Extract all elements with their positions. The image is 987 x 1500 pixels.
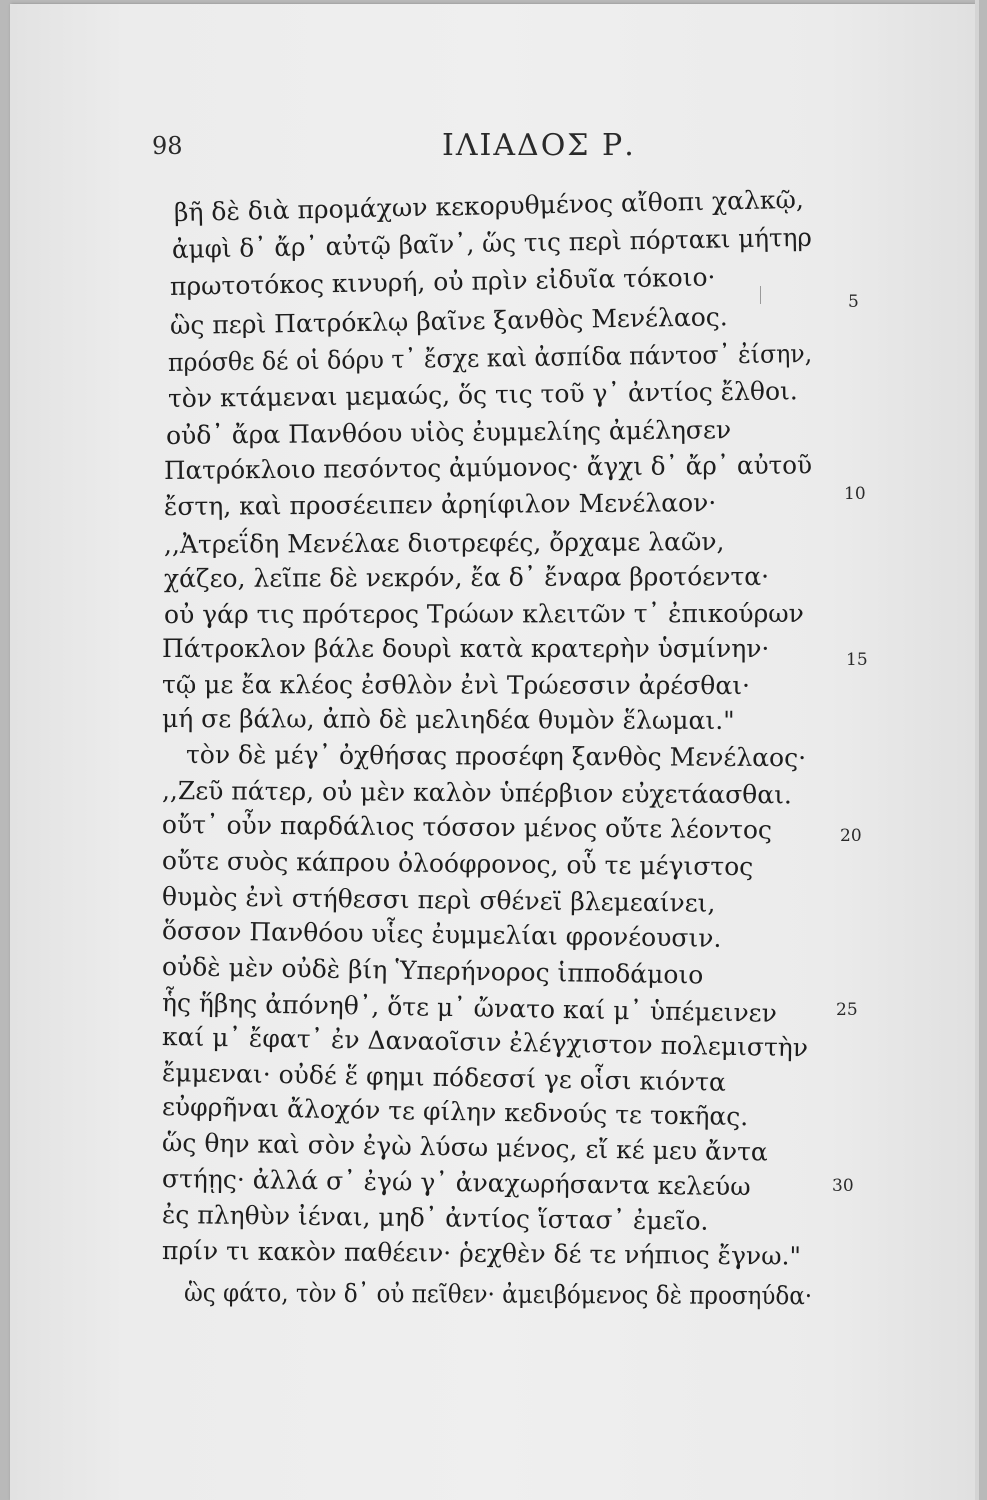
verse-line: εὐφρῆναι ἄλοχόν τε φίλην κεδνούς τε τοκῆας.: [161, 1092, 749, 1132]
verse-line: τῷ με ἔα κλέος ἐσθλὸν ἐνὶ Τρώεσσιν ἀρέσθαι·: [161, 670, 751, 701]
verse-line: ἧς ἥβης ἀπόνηθ᾽, ὅτε μ᾽ ὤνατο καί μ᾽ ὑπέμεινεν: [161, 988, 778, 1028]
verse-line: τὸν κτάμεναι μεμαώς, ὅς τις τοῦ γ᾽ ἀντίος ἔλθοι.: [167, 376, 798, 413]
line-number: 10: [844, 484, 866, 504]
verse-line: ὥς θην καὶ σὸν ἐγὼ λύσω μένος, εἴ κέ μευ ἄντα: [161, 1128, 769, 1167]
verse-line: πρόσθε δέ οἱ δόρυ τ᾽ ἔσχε καὶ ἀσπίδα πάντοσ᾽ ἐίσην,: [167, 339, 813, 377]
page-number: 98: [152, 132, 183, 160]
verse-line: ἔμμεναι· οὐδέ ἕ φημι πόδεσσί γε οἷσι κιόντα: [161, 1058, 727, 1097]
verse-line: ἀμφὶ δ᾽ ἄρ᾽ αὐτῷ βαῖν᾽, ὥς τις περὶ πόρτακι μήτηρ: [171, 222, 813, 264]
verse-line: ,,Ζεῦ πάτερ, οὐ μὲν καλὸν ὑπέρβιον εὐχετάασθαι.: [161, 776, 793, 810]
verse-line: ,,Ἀτρεΐδη Μενέλαε διοτρεφές, ὄρχαμε λαῶν,: [163, 527, 725, 559]
verse-line: τὸν δὲ μέγ᾽ ὀχθήσας προσέφη ξανθὸς Μενέλαος·: [185, 740, 807, 773]
verse-line: ὣς φάτο, τὸν δ᾽ οὐ πεῖθεν· ἀμειβόμενος δὲ προσηύδα·: [183, 1278, 813, 1311]
running-title: ΙΛΙΑΔΟΣ Ρ.: [442, 128, 636, 163]
verse-line: πρωτοτόκος κινυρή, οὐ πρὶν εἰδυῖα τόκοιο·: [169, 262, 716, 301]
verse-line: Πατρόκλοιο πεσόντος ἀμύμονος· ἄγχι δ᾽ ἄρ᾽ αὐτοῦ: [163, 450, 813, 485]
verse-line: Πάτροκλον βάλε δουρὶ κατὰ κρατερὴν ὑσμίνην·: [162, 634, 770, 663]
line-number: 20: [840, 826, 862, 846]
verse-line: μή σε βάλω, ἀπὸ δὲ μελιηδέα θυμὸν ἕλωμαι.": [161, 704, 735, 735]
verse-line: ἔστη, καὶ προσέειπεν ἀρηίφιλον Μενέλαον·: [163, 488, 717, 521]
verse-line: οὐ γάρ τις πρότερος Τρώων κλειτῶν τ᾽ ἐπικούρων: [163, 598, 804, 629]
verse-line: οὐδ᾽ ἄρα Πανθόου υἱὸς ἐυμμελίης ἀμέλησεν: [165, 415, 732, 450]
verse-line: οὔτε συὸς κάπρου ὀλοόφρονος, οὗ τε μέγιστος: [161, 846, 754, 882]
verse-line: θυμὸς ἐνὶ στήθεσσι περὶ σθένεϊ βλεμεαίνει,: [161, 882, 716, 918]
line-number: 30: [832, 1176, 854, 1196]
verse-line: καί μ᾽ ἔφατ᾽ ἐν Δαναοῖσιν ἐλέγχιστον πολεμιστὴν: [161, 1022, 809, 1063]
verse-line: ὣς περὶ Πατρόκλῳ βαῖνε ξανθὸς Μενέλαος.: [169, 302, 728, 340]
verse-line: οὐδὲ μὲν οὐδὲ βίη Ὑπερήνορος ἱπποδάμοιο: [161, 952, 704, 990]
verse-line: βῆ δὲ διὰ προμάχων κεκορυθμένος αἴθοπι χαλκῷ,: [173, 184, 805, 227]
line-number: 15: [846, 650, 868, 670]
line-number: 5: [848, 292, 859, 312]
verse-line: στήῃς· ἀλλά σ᾽ ἐγώ γ᾽ ἀναχωρήσαντα κελεύω: [161, 1164, 751, 1202]
verse-line: ἐς πληθὺν ἰέναι, μηδ᾽ ἀντίος ἵστασ᾽ ἐμεῖο.: [161, 1200, 709, 1236]
verse-line: χάζεο, λεῖπε δὲ νεκρόν, ἔα δ᾽ ἔναρα βροτόεντα·: [163, 561, 770, 593]
verse-line: οὔτ᾽ οὖν παρδάλιος τόσσον μένος οὔτε λέοντος: [161, 810, 773, 845]
verse-line: πρίν τι κακὸν παθέειν· ῥεχθὲν δέ τε νήπιος ἔγνω.": [161, 1236, 802, 1271]
verse-line: ὅσσον Πανθόου υἷες ἐυμμελίαι φρονέουσιν.: [161, 916, 722, 953]
line-number: 25: [836, 1000, 858, 1020]
